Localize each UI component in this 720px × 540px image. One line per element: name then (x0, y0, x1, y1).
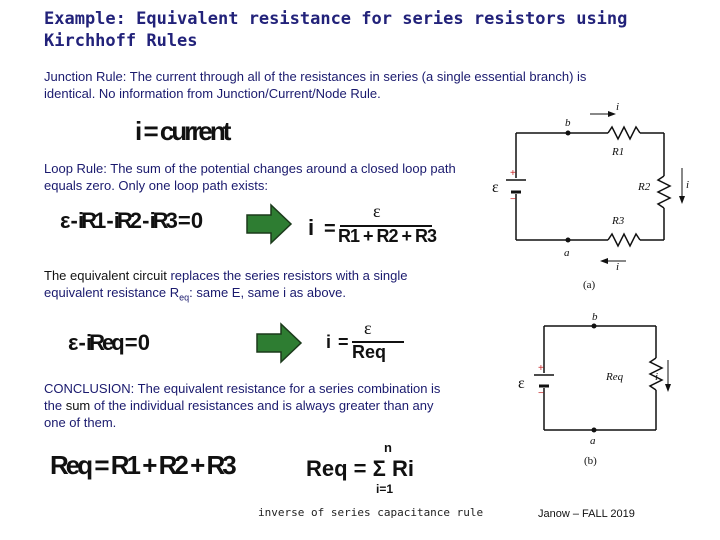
plus-sign: + (510, 168, 516, 179)
plus-sign: + (538, 363, 544, 374)
series-circuit-diagram (488, 98, 694, 294)
node-a-label: a (590, 435, 596, 447)
emf-label: ε (518, 375, 525, 392)
r2-label: R2 (638, 181, 651, 193)
loop-current-formula: i = ε R1 + R2 + R3 (308, 201, 437, 246)
figure-caption: (a) (583, 279, 596, 291)
footer-note: inverse of series capacitance rule (258, 506, 484, 519)
req-label: Req (606, 371, 624, 383)
footer-author: Janow – FALL 2019 (538, 508, 635, 520)
equivalent-loop-equation: ε - iReq = 0 (68, 330, 147, 355)
r3-label: R3 (612, 215, 625, 227)
junction-equation: i = current (135, 116, 229, 146)
node-b-label: b (565, 117, 571, 129)
minus-sign: − (510, 194, 516, 205)
series-resistance-equation: Req = R1 + R2 + R3 (50, 450, 234, 480)
node-b-label: b (592, 311, 598, 323)
current-label: i (616, 261, 620, 273)
equivalent-current-formula: i = ε Req (326, 320, 406, 368)
node-a-label: a (564, 247, 570, 259)
equivalent-circuit-diagram (508, 308, 680, 472)
current-label: i (655, 371, 659, 383)
junction-rule-text: Junction Rule: The current through all of the resistances in series (a single essential branch) is identical. No information from Junction/Current/Node Rule. (44, 69, 587, 101)
minus-sign: − (538, 388, 544, 399)
loop-equation: ε - iR1 - iR2 - iR3 = 0 (60, 208, 201, 233)
emf-label: ε (492, 179, 499, 196)
arrow-icon (245, 203, 293, 245)
equivalent-circuit-text: The equivalent circuit replaces the series resistors with a single equivalent resistance $R_{eq}$: same E, same i as above. (44, 268, 408, 303)
current-label: i (616, 101, 620, 113)
summation-formula: n Req = Σ Ri i=1 (306, 440, 414, 496)
slide-title: Example: Equivalent resistance for series resistors using Kirchhoff Rules (44, 9, 628, 51)
loop-rule-text: Loop Rule: The sum of the potential changes around a closed loop path equals zero. Only one loop path exists: (44, 161, 456, 193)
r1-label: R1 (612, 146, 625, 158)
current-label: i (686, 179, 690, 191)
figure-caption: (b) (584, 455, 597, 467)
conclusion-text: CONCLUSION: The equivalent resistance for a series combination is the sum of the individual resistances and is always greater than any one of them. (44, 381, 441, 430)
arrow-icon (255, 322, 303, 364)
